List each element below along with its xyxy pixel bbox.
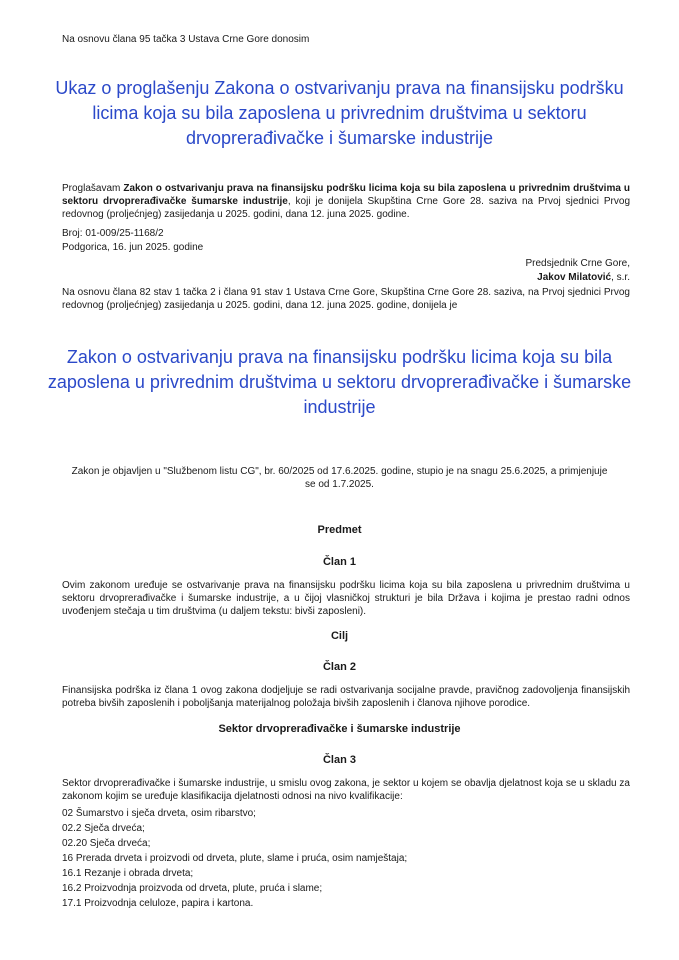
basis-paragraph: Na osnovu člana 82 stav 1 tačka 2 i člana 91 stav 1 Ustava Crne Gore, Skupština Crne Gore 28. saziva, na Prvoj sjednici Prvog redovnog (proljećnjeg) zasijedanja u 2025. godini, dana 12. juna 2025. godine, donijela je bbox=[62, 287, 630, 311]
ukaz-title: Ukaz o proglašenju Zakona o ostvarivanju prava na finansijsku podršku licima koja su bila zaposlena u privrednim društvima u sektoru drvoprerađivačke i šumarske industrije bbox=[55, 78, 624, 148]
proclamation-law-name: Zakon o ostvarivanju prava na finansijsku podršku licima koja su bila zaposlena u privrednim društvima u sektoru drvoprerađivačke šumarske industrije bbox=[62, 183, 630, 207]
list-item: 17.1 Proizvodnja celuloze, papira i kartona. bbox=[62, 898, 254, 909]
list-item: 16 Prerada drveta i proizvodi od drveta, plute, slame i pruća, osim namještaja; bbox=[62, 853, 408, 864]
publication-note: Zakon je objavljen u "Službenom listu CG", br. 60/2025 od 17.6.2025. godine, stupio je na snagu 25.6.2025, a primjenjuje se od 1.7.2025. bbox=[71, 466, 608, 490]
signature-name: Jakov Milatović bbox=[537, 272, 612, 283]
list-item: 02 Šumarstvo i sječa drveta, osim ribarstvo; bbox=[62, 808, 256, 819]
list-item: 02.2 Sječa drveća; bbox=[62, 823, 145, 834]
heading-clan-3: Član 3 bbox=[322, 754, 356, 766]
heading-cilj: Cilj bbox=[330, 630, 349, 642]
signature-role: Predsjednik Crne Gore, bbox=[525, 258, 630, 269]
place-date: Podgorica, 16. jun 2025. godine bbox=[62, 242, 204, 253]
clan-3-text: Sektor drvoprerađivačke i šumarske industrije, u smislu ovog zakona, je sektor u kojem se obavlja djelatnost koja se u skladu za zakonom kojim se uređuje klasifikacija djelatnosti odnosi na nivo kvalifikacije: bbox=[62, 778, 630, 802]
heading-sektor: Sektor drvoprerađivačke i šumarske industrije bbox=[218, 723, 461, 735]
clan-2-text: Finansijska podrška iz člana 1 ovog zakona dodjeljuje se radi ostvarivanja socijalne pravde, pravičnog zadovoljenja finansijskih potreba bivših zaposlenih i poboljšanja materijalnog položaja bivših zaposlenih i članova njihove porodice. bbox=[62, 685, 630, 709]
law-title: Zakon o ostvarivanju prava na finansijsku podršku licima koja su bila zaposlena u privrednim društvima u sektoru drvoprerađivačke i šumarske industrije bbox=[47, 347, 632, 417]
list-item: 02.20 Sječa drveća; bbox=[62, 838, 151, 849]
signature-line bbox=[537, 271, 630, 284]
list-item: 16.1 Rezanje i obrada drveta; bbox=[62, 868, 194, 879]
proclamation-paragraph bbox=[62, 182, 630, 221]
proclamation-prefix: Proglašavam bbox=[62, 183, 124, 194]
heading-predmet: Predmet bbox=[317, 524, 362, 536]
heading-clan-1: Član 1 bbox=[322, 556, 356, 568]
clan-1-text: Ovim zakonom uređuje se ostvarivanje prava na finansijsku podršku licima koja su bila zaposlena u privrednim društvima u sektoru drvoprerađivačke i šumarske industrije, a u čijoj vlasničkoj strukturi je bila Država i kojima je prestao radni odnos uvođenjem stečaja u tim društvima (u daljem tekstu: bivši zaposleni). bbox=[62, 580, 630, 617]
heading-clan-2: Član 2 bbox=[322, 661, 356, 673]
proclamation-suffix: , koji je donijela Skupština Crne Gore 28. saziva na Prvoj sjednici Prvog redovnog (proljećnjeg) zasijedanja u 2025. godini, dana 12. juna 2025. godine. bbox=[62, 196, 631, 220]
list-item: 16.2 Proizvodnja proizvoda od drveta, plute, pruća i slame; bbox=[62, 883, 323, 894]
broj: Broj: 01-009/25-1168/2 bbox=[62, 228, 164, 239]
signature-suffix: , s.r. bbox=[611, 272, 630, 283]
preamble: Na osnovu člana 95 tačka 3 Ustava Crne Gore donosim bbox=[62, 34, 310, 45]
